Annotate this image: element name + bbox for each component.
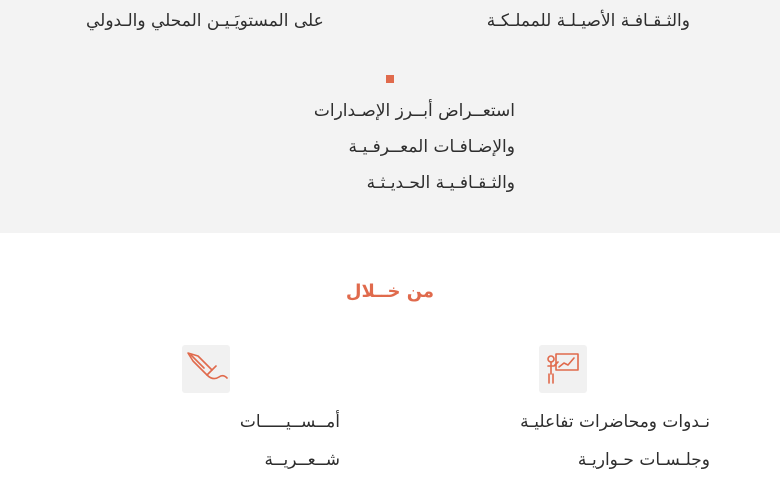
feature-seminars-line-2: وجلـسـات حـواريـة	[577, 450, 710, 470]
hero-center-line-1: استعــراض أبــرز الإصـدارات	[313, 101, 515, 121]
presentation-board-icon	[539, 345, 587, 393]
feature-poetry-evenings	[70, 403, 340, 479]
hero-center-text	[265, 93, 515, 201]
feature-poetry-line-2: شــعــريــة	[264, 450, 340, 470]
quill-pen-icon	[182, 345, 230, 393]
accent-square-marker	[386, 75, 394, 83]
section-title: من خــلال	[345, 281, 435, 302]
feature-seminars-line-1: نـدوات ومحاضرات تفاعليـة	[520, 412, 710, 432]
hero-right-line: والثـقـافـة الأصيـلـة للمملـكـة	[486, 11, 690, 31]
feature-poetry-line-1: أمــســيـــــات	[239, 412, 340, 432]
hero-center-line-3: والثـقـافـيـة الحـديـثـة	[366, 173, 515, 193]
feature-seminars	[430, 403, 710, 479]
hero-left-line: على المستويَـيـن المحلي والـدولي	[86, 11, 324, 31]
hero-center-line-2: والإضـافـات المعــرفـيـة	[348, 137, 515, 157]
